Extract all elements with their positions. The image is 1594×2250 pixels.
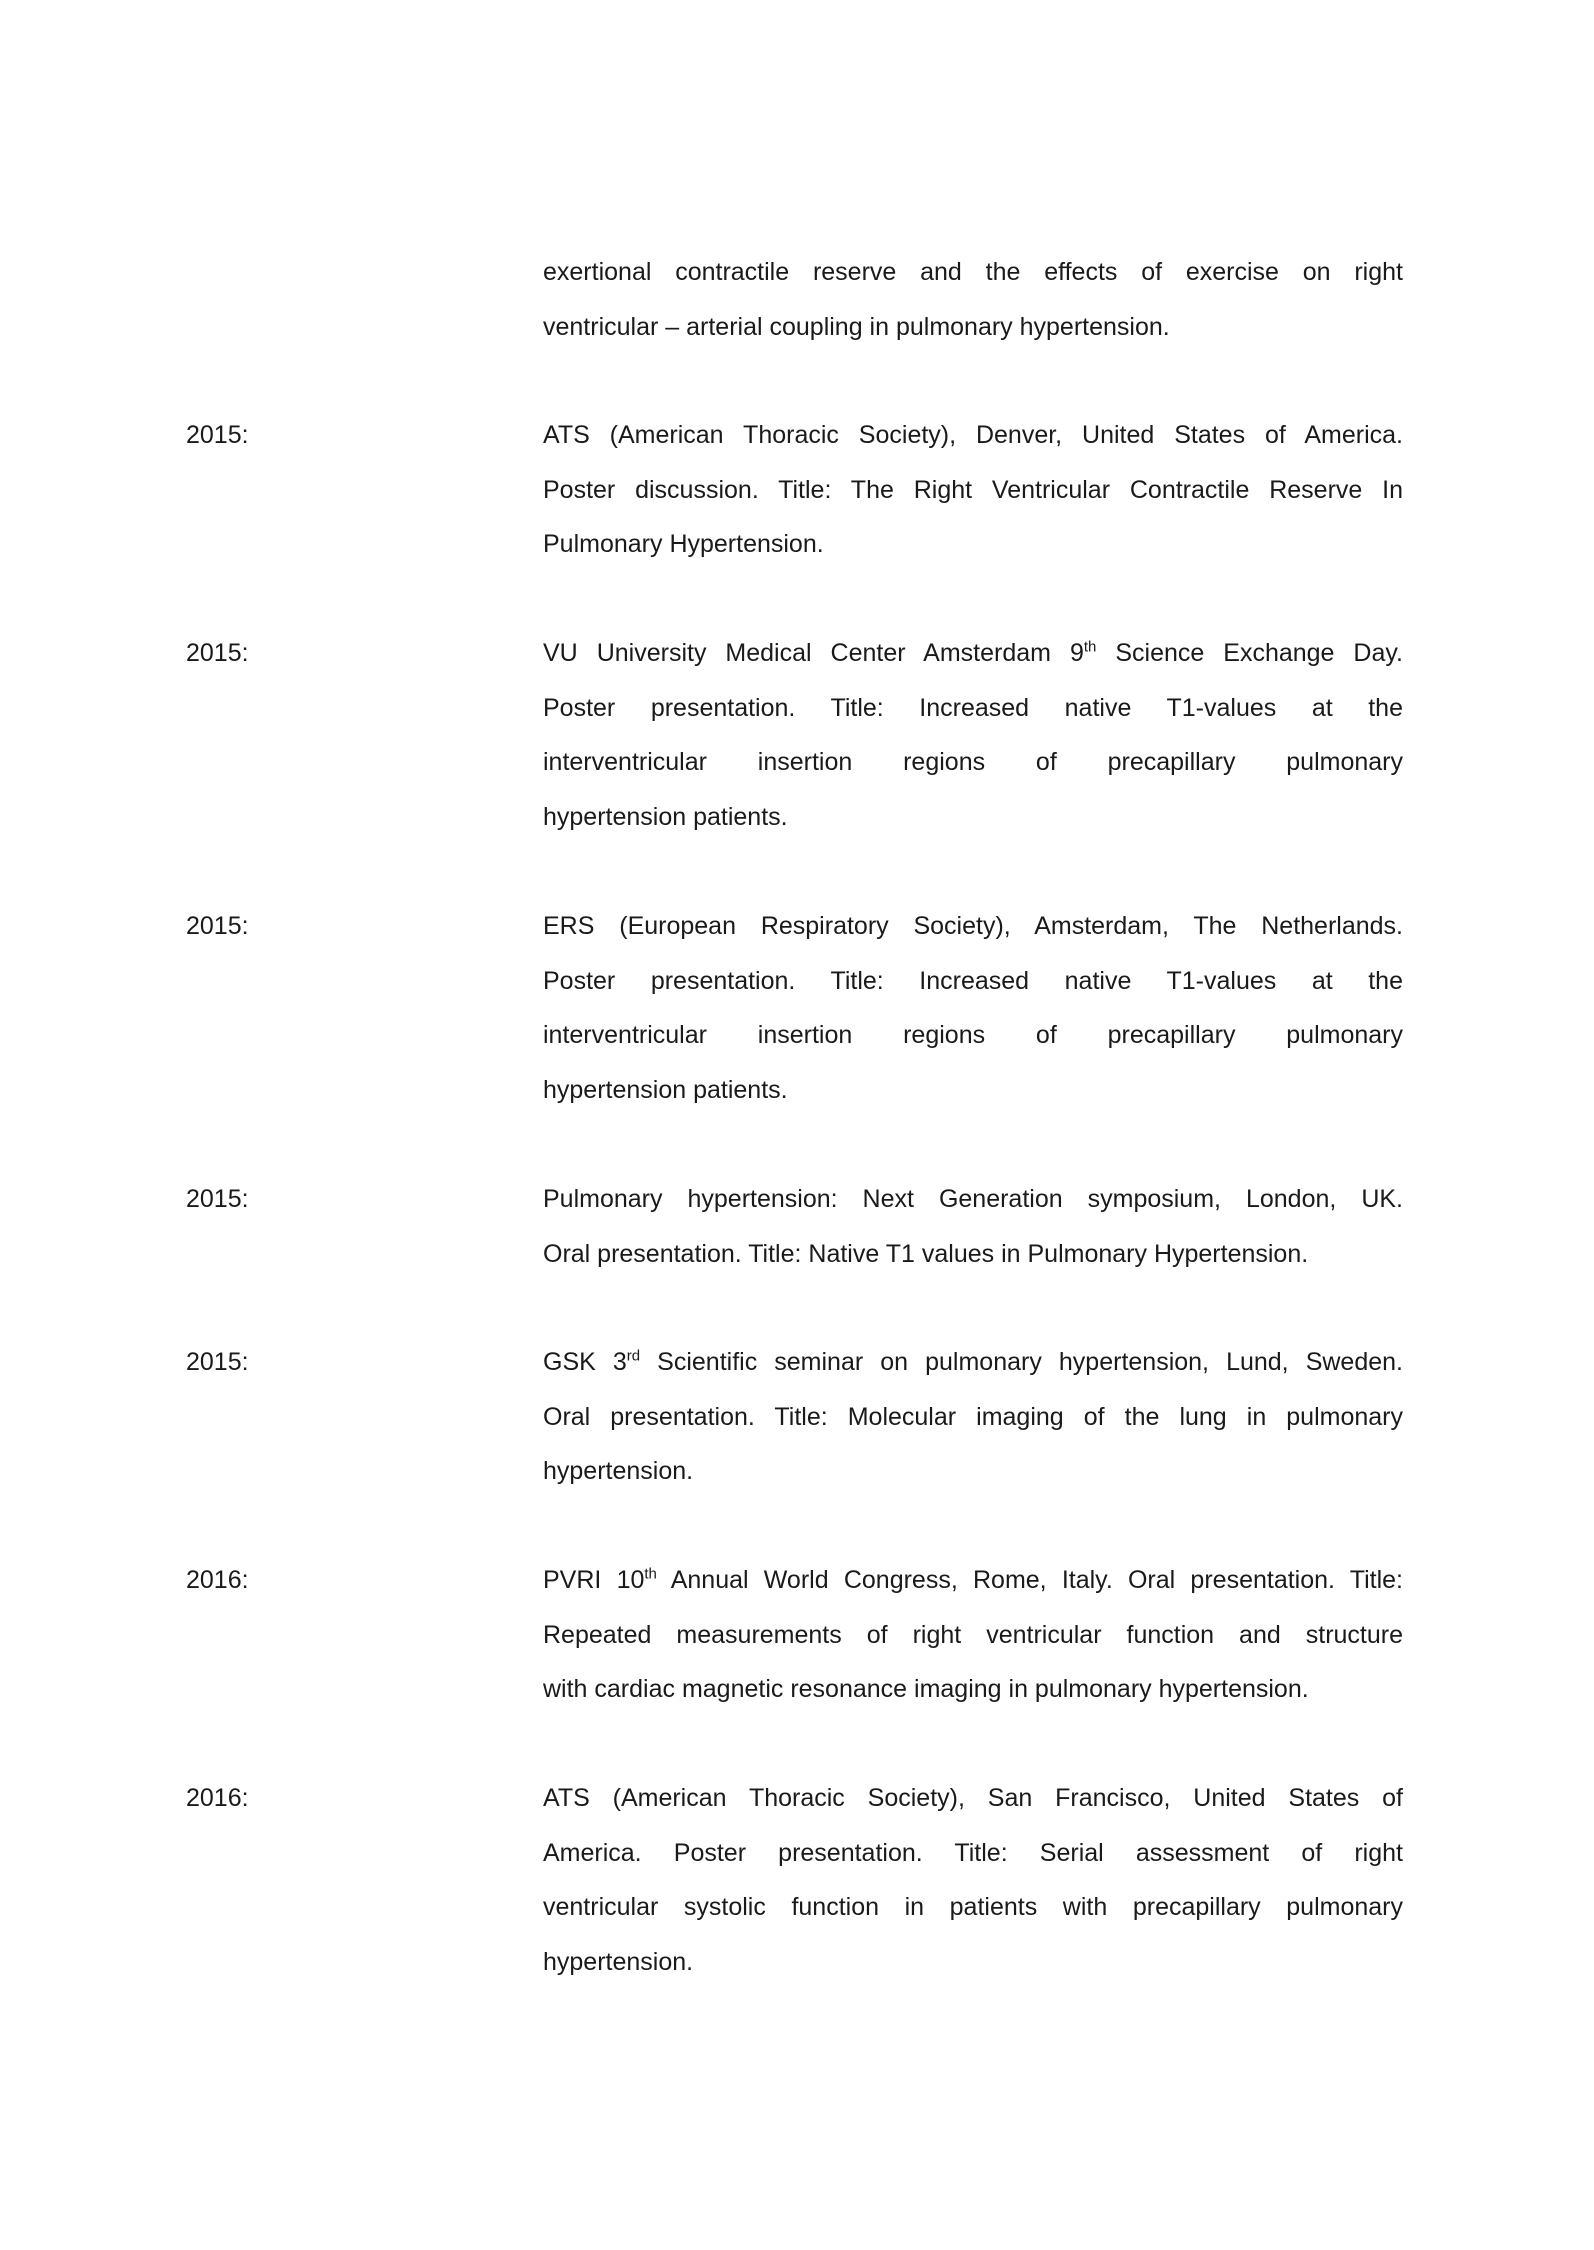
entry-line: Oral presentation. Title: Molecular imaging of the lung in pulmonary (543, 1402, 1403, 1431)
entry-line: Poster presentation. Title: Increased native T1-values at the (543, 966, 1403, 995)
entry-text (543, 626, 1403, 844)
entry-year: 2015: (186, 639, 249, 667)
entry-line: interventricular insertion regions of precapillary pulmonary (543, 1021, 1403, 1049)
ordinal-superscript: th (1083, 638, 1097, 656)
entry-line: ATS (American Thoracic Society), San Francisco, United States of (543, 1784, 1403, 1812)
entry-line: hypertension patients. (543, 1075, 788, 1104)
entry-text (543, 408, 1403, 572)
entry-line-text: PVRI 10 (543, 1566, 645, 1594)
entry-line-text: GSK 3 (543, 1348, 627, 1376)
entry-year: 2015: (186, 912, 249, 940)
entry-line: with cardiac magnetic resonance imaging in pulmonary hypertension. (543, 1675, 1309, 1703)
entry-line: Repeated measurements of right ventricular function and structure (543, 1620, 1403, 1649)
entry-year: 2016: (186, 1784, 249, 1812)
entry-line: ATS (American Thoracic Society), Denver, United States of America. (543, 421, 1403, 449)
entry-line: America. Poster presentation. Title: Serial assessment of right (543, 1838, 1403, 1867)
entry-line: Oral presentation. Title: Native T1 values in Pulmonary Hypertension. (543, 1239, 1309, 1268)
entry-year: 2015: (186, 1185, 249, 1213)
entry-text (543, 1335, 1403, 1499)
entry-text (543, 1553, 1403, 1717)
entry-line: hypertension. (543, 1457, 694, 1485)
entry-line: ventricular – arterial coupling in pulmonary hypertension. (543, 312, 1170, 341)
entry-line: ERS (European Respiratory Society), Amsterdam, The Netherlands. (543, 912, 1403, 940)
entry-line: Pulmonary Hypertension. (543, 530, 824, 558)
entry-line-text: Science Exchange Day. (1096, 639, 1403, 667)
entry-text (543, 899, 1403, 1117)
entry-year: 2016: (186, 1566, 249, 1594)
ordinal-superscript: rd (626, 1347, 641, 1365)
entry-line-text: VU University Medical Center Amsterdam 9 (543, 639, 1084, 667)
entry-line-with-superscript (543, 626, 1403, 681)
entry-year: 2015: (186, 421, 249, 449)
entry-text (543, 245, 1403, 354)
entry-line: exertional contractile reserve and the effects of exercise on right (543, 258, 1403, 286)
entry-line-with-superscript (543, 1335, 1403, 1390)
entry-line-text: Annual World Congress, Rome, Italy. Oral presentation. Title: (656, 1566, 1403, 1594)
entry-line: hypertension patients. (543, 802, 788, 831)
entry-line: Poster presentation. Title: Increased native T1-values at the (543, 693, 1403, 722)
entry-text (543, 1771, 1403, 1989)
entry-line-with-superscript (543, 1553, 1403, 1608)
entry-year: 2015: (186, 1348, 249, 1376)
entry-line-text: Scientific seminar on pulmonary hypertension, Lund, Sweden. (640, 1348, 1403, 1376)
entry-line: Pulmonary hypertension: Next Generation symposium, London, UK. (543, 1185, 1403, 1213)
entry-line: interventricular insertion regions of precapillary pulmonary (543, 748, 1403, 776)
entry-line: hypertension. (543, 1947, 694, 1976)
entry-line: Poster discussion. Title: The Right Ventricular Contractile Reserve In (543, 475, 1403, 504)
ordinal-superscript: th (644, 1565, 657, 1583)
entry-text (543, 1172, 1403, 1281)
entry-line: ventricular systolic function in patients with precapillary pulmonary (543, 1893, 1403, 1921)
